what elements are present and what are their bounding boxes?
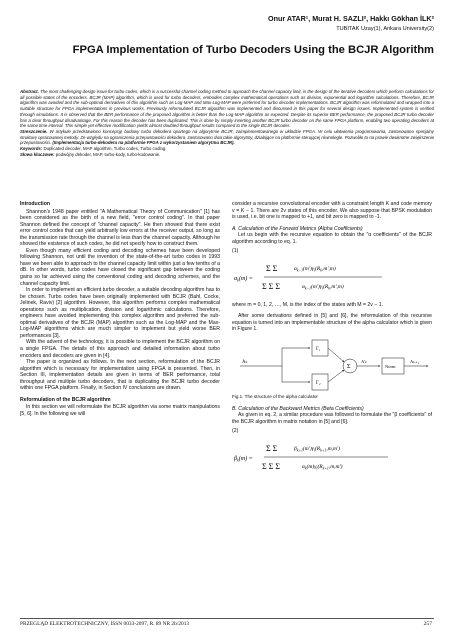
abstract-label: Abstract. <box>20 89 39 94</box>
streszczenie-text: W artykule przedstawiono koncepcję budowy turbo dekodera opartego na algorytmie BCJR, zaimplementowanego w układzie FPGA. W celu ułatwienia programowania, zastosowano specjalny strukturę opracowanej metody. Ze względu na ograniczenia przepustowości dekodera, zastosowano dwa takie algorytmy, działające na platformie sterującej równolegle. Pozwoliło to na prawie dwukrotne zwiększenie przepustowości. <box>20 128 434 146</box>
figure-1-caption: Fig.1. The structure of the alpha calculator <box>232 394 318 400</box>
intro-paragraph: The paper is organized as follows. In the next section, reformulation of the BCJR algorithm which is necessary for implementation using FPGA is presented. Then, in Section III, implementation details are given in terms of BER performance, total throughput and multiple turbo decoders, that is duplicating the BCJR turbo decoder within one FPGA platform. Finally, in Section IV conclusions are drawn. <box>20 359 220 392</box>
svg-text:βk(m) =: $\beta_k(m)$ = <box>234 455 253 463</box>
equation-2-number: (2) <box>232 428 239 435</box>
abstract-block <box>20 89 434 157</box>
reformulation-heading: Reformulation of the BCJR algorithm <box>20 396 111 403</box>
alpha-calculator-diagram <box>232 336 432 392</box>
svg-text:αk−1(m')γi(Rk,m',m): $\alpha_{k-1}(m')\gamma_i(R_k,m',m)$ <box>294 265 336 273</box>
streszczenie-title: (Implementacja turbo-dekodera na platformie FPGA z wykorzystaniem algorytmu BCJR). <box>52 140 235 146</box>
alpha-input-label: Aₖ <box>242 360 248 366</box>
authors: Onur ATAR¹, Murat H. SAZLI², Hakkı Gökhan İLK² <box>268 14 434 23</box>
subsection-b-heading: B. Calculation of the Backward Metrics (Beta Coefficients) <box>232 405 364 412</box>
svg-text:αk−1(m')γi(Rk,m',m): $\alpha_{k-1}(m')\gamma_i(R_k,m',m)$ <box>302 283 344 291</box>
equation-2 <box>232 438 432 478</box>
alpha-output-label: Aₖ₊₁ <box>410 359 420 365</box>
page-number: 257 <box>423 621 432 627</box>
subsection-a-paragraph-2: After some derivations defined in [5] and [6], the reformulation of this recursive equation is turned into an implementable structure of the alpha calculator which is given in Figure 1. <box>232 313 432 333</box>
keywords-label: Keywords: <box>20 146 43 152</box>
svg-text:Σ Σ Σ: Σ Σ Σ <box>262 461 280 471</box>
right-column <box>232 201 432 482</box>
subsection-a-heading: A. Calculation of the Forward Metrics (Alpha Coefficients) <box>232 225 363 232</box>
gamma2-label: Γ₂ <box>316 381 321 387</box>
svg-text:Σ Σ Σ: Σ Σ Σ <box>262 281 280 291</box>
paper-title: FPGA Implementation of Turbo Decoders Using the BCJR Algorithm <box>72 44 434 56</box>
journal-footer: PRZEGLĄD ELEKTROTECHNICZNY, ISSN 0033-2097, R. 89 NR 2b/2013 <box>20 621 190 627</box>
abstract-text: The most challenging design issue for turbo codes, which is a successful channel coding method to approach the channel capacity limit, is the design of the iterative decoders which perform calculations for all possible states of the encoders. BCJR (MAP) algorithm, which is used for turbo decoders, embodies complex mathematical operations such as division, exponential and logarithm calculations. Therefore, BCJR algorithm was avoided and the sub-optimal derivatives of this algorithm such as Log-MAP and Max-Log-MAP were preferred for turbo decoder implementations. BCJR algorithm was reformulated and wrapped into a suitable structure for FPGA implementations in previous works. Previously reformulated BCJR algorithm was implemented and discussed in this paper for several design issues. Implemented system is verified through simulations. It is observed that the BER performance of the proposed algorithm is better than the Log-MAP algorithm as expected. Despite its superior BER performance, the proposed BCJR turbo decoder has a clear throughput disadvantage. For this reason the decoder has been duplicated. This is done by simply inserting another BCJR turbo decoder on the same FPGA platform, enabling two operating decoders at the same time interval. This simple yet effective modification yields almost doubled throughput results compared to the single BCJR decoder. <box>20 89 434 129</box>
svg-text:Σ Σ: Σ Σ <box>266 263 278 273</box>
reformulation-paragraph: In this section we will reformulate the BCJR algorithm via some matrix manipulations [5, 6]. In the following we will <box>20 404 220 417</box>
streszczenie-label: Streszczenie. <box>20 128 48 134</box>
subsection-b-paragraph: As given in eq. 2, a similar procedure was followed to formulate the "β coefficients" of the BCJR algorithm in matrix notation in [5] and [6]. <box>232 412 432 425</box>
norm-label: Norm <box>385 364 396 370</box>
subsection-a-paragraph: Let us begin with the recursive equation to obtain the "α coefficients" of the BCJR algorithm according to eq. 1. <box>232 232 432 245</box>
equation-1-number: (1) <box>232 248 239 255</box>
intro-heading: Introduction <box>20 201 50 207</box>
svg-text:Σ Σ: Σ Σ <box>266 443 278 453</box>
equation-2-graphic <box>232 438 432 478</box>
alpha-mid-label: A'ₖ <box>361 359 367 365</box>
left-column <box>20 201 220 418</box>
svg-text:αk(m) =: $\alpha_k(m)$ = <box>234 275 253 283</box>
keywords-text: Duplicated decoder, MAP algorithm, Turbo codes, Turbo coding. <box>43 146 167 152</box>
affiliation: TUBITAK Uzay(1), Ankara University(2) <box>336 26 434 32</box>
sum-label: Σ <box>347 364 351 371</box>
equation-1-graphic <box>232 258 432 298</box>
intro-paragraph: Even though many efficient coding and decoding schemes have been developed following Shannon, not until the invention of the state-of-the-art turbo codes in 1993 have we been able to approach to the channel capacity limit within just a few tenths of a dB. In other words, turbo codes have closed the significant gap between the coding gains so far achieved using the conventional coding and decoding schemes, and the channel capacity limit. <box>20 247 220 287</box>
footer-rule <box>20 618 434 619</box>
slowa-label: Słowa kluczowe: <box>20 151 55 157</box>
slowa-text: podwójny dekoder, MAP, turbo-kody, turbo-kodowanie. <box>55 151 161 157</box>
figure-1 <box>232 336 432 392</box>
intro-paragraph: With the advent of the technology, it is possible to implement the BCJR algorithm on a single FPGA. The details of this approach and detailed information about turbo encoders and decoders are given in [4]. <box>20 339 220 359</box>
svg-text:βk+1(m')γi(Rk+1,m,m'): $\beta_{k+1}(m')\gamma_i(R_{k+1},m,m')$ <box>294 445 341 453</box>
intro-paragraph: Shannon's 1948 paper entitled "A Mathematical Theory of Communication" [1] has been considered as the birth of a new field, "error control coding". In that paper Shannon defined the concept of "channel capacity". He then showed that there exist error control codes that can yield arbitrarily low errors at the receiver output, so long as the transmission rate through the channel is less than the channel capacity. Although he showed the existence of such codes, he did not specify how to construct them. <box>20 208 220 248</box>
gamma1-label: Γ₁ <box>316 347 321 353</box>
intro-paragraph: In order to implement an efficient turbo decoder, a suitable decoding algorithm has to be chosen. Turbo codes have been originally implemented with BCJR (Bahl, Cocke, Jelinek, Raviv) [2] algorithm. However, this algorithm performs complex mathematical operations such as multiplication, division and logarithmic calculations. Therefore, engineers have avoided implementing this complex algorithm and preferred the sub-optimal derivatives of the BCJR (MAP) algorithm such as the Log-MAP and the Max-Log-MAP algorithms which are much simpler to implement but yield worse BER performances [3]. <box>20 287 220 339</box>
encoder-paragraph: consider a recursive convolutional encoder with a constraint length K and code memory v = K − 1. There are 2v states of this encoder. We also suppose that BPSK modulation is used, i.e. bit one is mapped to +1, and bit zero is mapped to -1. <box>232 201 432 221</box>
where-text: where m = 0, 1, 2, …, M, is the index of the states with M = 2v − 1. <box>232 301 384 308</box>
equation-1 <box>232 258 432 298</box>
svg-text:αk(m)γi(Rk+1,m,m'): $\alpha_k(m)\gamma_i(R_{k+1},m,m')$ <box>302 463 343 471</box>
